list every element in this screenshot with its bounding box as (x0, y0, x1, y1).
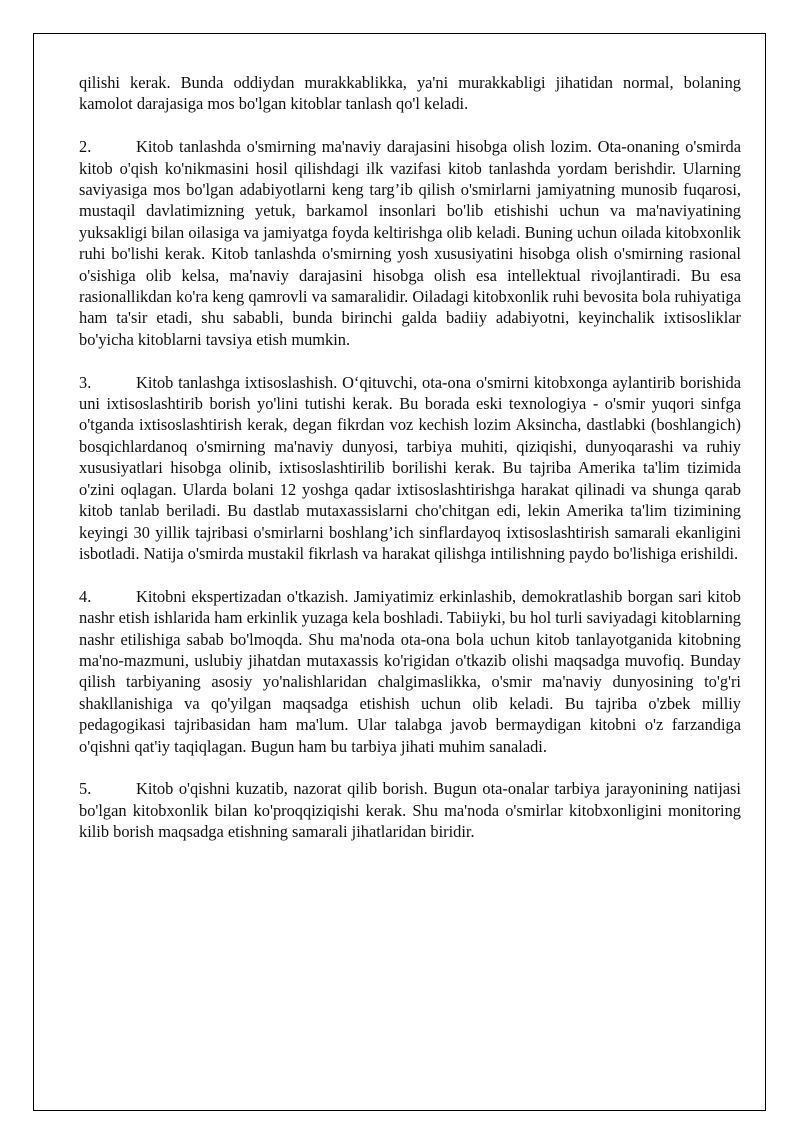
intro-paragraph: qilishi kerak. Bunda oddiydan murakkablikka, ya'ni murakkabligi jihatidan normal, bolaning kamolot darajasiga mos bo'lgan kitoblar tanlash qo'l keladi. (79, 73, 741, 114)
section-number: 3. (79, 372, 92, 392)
document-body (79, 72, 741, 864)
section-text: Kitobni ekspertizadan o'tkazish. Jamiyatimiz erkinlashib, demokratlashib borgan sari kitob nashr etish ishlarida ham erkinlik yuzaga kela boshladi. Tabiiyki, bu hol turli saviyadagi kitoblarning nashr etilishiga sabab bo'lmoqda. Shu ma'noda ota-ona bola uchun kitob tanlayotganida kitobning ma'no-mazmuni, uslubiy jihatdan mutaxassis ko'rigidan o'tkazib olishi maqsadga muvofiq. Bunday qilish tarbiyaning asosiy yo'nalishlaridan chalgimaslikka, o'smir ma'naviy dunyosining to'g'ri shakllanishiga va qo'yilgan maqsadga etishish uchun olib keladi. Bu tajriba o'zbek milliy pedagogikasi tajribasidan ham ma'lum. Ular talabga javob bermaydigan kitobni o'z farzandiga o'qishni qat'iy taqiqlagan. Bugun ham bu tarbiya jihati muhim sanaladi. (79, 586, 741, 756)
section-paragraph-4 (79, 586, 741, 757)
section-text: Kitob tanlashda o'smirning ma'naviy darajasini hisobga olish lozim. Ota-onaning o'smirda kitob o'qish ko'nikmasini hosil qilishdagi ilk vazifasi kitob tanlashda yordam berishdir. Ularning saviyasiga mos bo'lgan adabiyotlarni keng targ’ib qilish o'smirlarni jamiyatning munosib fuqarosi, mustaqil davlatimizning yetuk, barkamol insonlari bo'lib etishishi uchun va ma'naviyatining yuksakligi bilan oilasiga va jamiyatga foyda keltirishga olib keladi. Buning uchun oilada kitobxonlik ruhi bo'lishi kerak. Kitob tanlashda o'smirning yosh xususiyatini hisobga olish o'smirning rasional o'sishiga olib kelsa, ma'naviy darajasini hisobga olish esa intellektual rivojlantiradi. Bu esa rasionallikdan ko'ra keng qamrovli va samaralidir. Oiladagi kitobxonlik ruhi bevosita bola ruhiyatiga ham ta'sir etadi, shu sababli, bunda birinchi galda badiiy adabiyotni, keyinchalik ixtisosliklar bo'yicha kitoblarni tavsiya etish mumkin. (79, 137, 741, 349)
section-number: 4. (79, 586, 92, 606)
section-number: 2. (79, 137, 92, 157)
section-text: Kitob tanlashga ixtisoslashish. O‘qituvchi, ota-ona o'smirni kitobxonga aylantirib borishida uni ixtisoslashtirib borish yo'lini tutishi kerak. Bu borada eski texnologiya - o'smir yuqori sinfga o'tganda ixtisoslashtirish kerak, degan fikrdan voz kechish lozim Aksincha, dastlabki (boshlangich) bosqichlardanoq o'smirning ma'naviy dunyosi, tarbiya muhiti, qiziqishi, dunyoqarashi va ruhiy xususiyatlari hisobga olinib, ixtisoslashtirilib borilishi kerak. Bu tajriba Amerika ta'lim tizimida o'zini oqlagan. Ularda bolani 12 yoshga qadar ixtisoslashtirishga harakat qilinadi va shunga qarab kitob tanlab beriladi. Bu dastlab mutaxassislarni cho'chitgan edi, lekin Amerika ta'lim tizimining keyingi 30 yillik tajribasi o'smirlarni boshlang’ich sinflardayoq ixtisoslashtirish samarali ekanligini isbotladi. Natija o'smirda mustakil fikrlash va harakat qilishga intilishning paydo bo'lishiga erishildi. (79, 372, 741, 563)
section-paragraph-3 (79, 372, 741, 565)
section-text: Kitob o'qishni kuzatib, nazorat qilib borish. Bugun ota-onalar tarbiya jarayonining natijasi bo'lgan kitobxonlik bilan ko'proqqiziqishi kerak. Shu ma'noda o'smirlar kitobxonligini monitoring kilib borish maqsadga etishning samarali jihatlaridan biridir. (79, 779, 741, 842)
section-paragraph-5 (79, 778, 741, 842)
section-paragraph-2 (79, 136, 741, 350)
section-number: 5. (79, 779, 92, 799)
